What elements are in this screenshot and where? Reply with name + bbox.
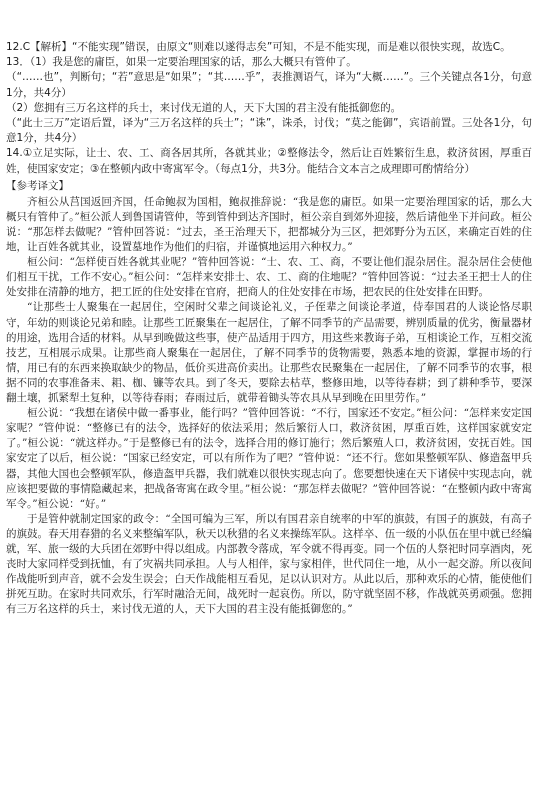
translation-paragraph: 于是管仲就制定国家的政令：“全国可编为三军，所以有国君亲自统率的中军的旗鼓，有国子的旗鼓，有高子的旗鼓。春天用春猎的名义来整编军队，秋天以秋猎的名义来操练军队。这样卒、伍一级的小队伍在里中就已经编就，军、旅一级的大兵团在郊野中得以组成。内部教令落成，军令就不得再变。同一个伍的人祭祀时同享酒肉，死丧时大家同样受到抚恤，有了灾祸共同承担。人与人相伴，家与家相伴，世代同住一地，从小一起交游。所以夜间作战能听到声音，就不会发生误会；白天作战能相互看见，足以认识对方。从此以后，那种欢乐的心情，能使他们拼死互助。在家时共同欢乐，行军时融洽无间，战死时一起哀伤。所以，防守就坚固不移，作战就英勇顽强。您拥有三万名这样的兵士，来讨伐无道的人，天下大国的君主没有能抵御您的。” bbox=[6, 512, 532, 616]
translation-paragraph: 齐桓公从莒国返回齐国，任命鲍叔为国相，鲍叔推辞说：“我是您的庸臣。如果一定要治理国家的话，那么大概只有管仲了。”桓公派人到鲁国请管仲，等到管仲到达齐国时，桓公亲自到郊外迎接，然后请他坐下并问政。桓公说：“那怎样去做呢？”管仲回答说：“过去，圣王治理天下，把都城分为三区，把郊野分为五区，来确定百姓的住地，让百姓各就其业，设置墓地作为他们的归宿，并谨慎地运用六种权力。” bbox=[6, 195, 532, 254]
reference-translation-label: 【参考译文】 bbox=[6, 179, 69, 192]
answer-13-2: （2）您拥有三万名这样的兵士，来讨伐无道的人，天下大国的君主没有能抵御您的。 bbox=[6, 101, 402, 114]
answer-13-1: 13．（1）我是您的庸臣，如果一定要治理国家的话，那么大概只有管仲了。 bbox=[6, 56, 357, 69]
answer-14: 14.①立足实际，让士、农、工、商各居其所，各就其业；②整修法令，然后让百姓繁衍生息，救济贫困，厚重百姓，使国家安定；③在整顿内政中寄寓军令。（每点1分，共3分。能结合文本言之成理即可酌情给分） bbox=[6, 147, 532, 175]
translation-paragraph: 桓公问：“怎样使百姓各就其业呢？”管仲回答说：“士、农、工、商，不要让他们混杂居住。混杂居住会使他们相互干扰，工作不安心。”桓公问：“怎样来安排士、农、工、商的住地呢？”管仲回答说：“过去圣王把士人的住处安排在清静的地方，把工匠的住处安排在官府，把商人的住处安排在市场，把农民的住处安排在田野。 bbox=[6, 256, 532, 299]
translation-paragraph: 桓公说：“我想在诸侯中做一番事业，能行吗？”管仲回答说：“不行，国家还不安定。”桓公问：“怎样来安定国家呢？”管仲说：“整修已有的法令，选择好的依法采用；然后繁衍人口，救济贫困，厚重百姓，这样国家就安定了。”桓公说：“就这样办。”于是整修已有的法令，选择合用的修订施行；然后繁殖人口，救济贫困，安抚百姓。国家安定了以后，桓公说：“国家已经安定，可以有所作为了吧？”管仲说：“还不行。您如果整顿军队、修造盔甲兵器，其他大国也会整顿军队，修造盔甲兵器，我们就难以很快实现志向了。您要想快速在天下诸侯中实现志向，就应该把要做的事情隐藏起来，把战备寄寓在政令里。”桓公说：“那怎样去做呢？”管仲回答说：“在整顿内政中寄寓军令。”桓公说：“好。” bbox=[6, 407, 532, 510]
answer-document bbox=[6, 40, 532, 617]
answer-13-1-scoring-note: （“……也”，判断句；“若”意思是“如果”；“其……乎”，表推测语气，译为“大概……”。三个关键点各1分，句意1分，共4分） bbox=[6, 71, 532, 99]
answer-13-2-scoring-note: （“此士三万”定语后置，译为“三万名这样的兵士”；“诛”，诛杀，讨伐；“莫之能御”，宾语前置。三处各1分，句意1分，共4分） bbox=[6, 117, 532, 145]
answer-12: 12.C【解析】“不能实现”错误，由原文“则难以遂得志矣”可知，不是不能实现，而是难以很快实现，故选C。 bbox=[6, 41, 511, 53]
translation-paragraph: “让那些士人聚集在一起居住，空闲时父辈之间谈论礼义，子侄辈之间谈论孝道，侍奉国君的人谈论恪尽职守，年幼的则谈论兄弟和睦。让那些工匠聚集在一起居住，了解不同季节的产品需要，辨别质量的优劣，衡量器材的用途，选用合适的材料。从早到晚做这些事，使产品适用于四方，用这些来教诲子弟，互相谈论工作，互相交流技艺，互相展示成果。让那些商人聚集在一起居住，了解不同季节的货物需要，熟悉本地的资源，掌握市场的行情，用已有的东西来换取缺少的物品，低价买进高价卖出。让那些农民聚集在一起居住，了解不同季节的农事，根据不同的农事准备耒、耜、枷、镰等农具。到了冬天，要除去枯草，整修田地，以等待春耕；到了耕种季节，要深翻土壤，抓紧犁土复种，以等待春雨；春雨过后，就带着锄头等农具从早到晚在田里劳作。” bbox=[6, 301, 532, 405]
